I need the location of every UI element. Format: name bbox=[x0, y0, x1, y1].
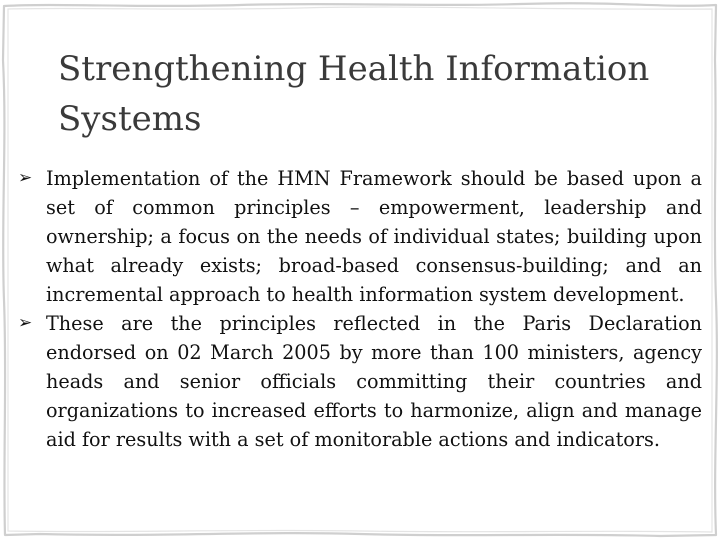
bullet-item bbox=[18, 309, 702, 454]
bullet-text: These are the principles reflected in the Paris Declaration endorsed on 02 March 2005 by more than 100 ministers, agency heads and senior officials committing their countries and organizations to increased efforts to harmonize, align and manage aid for results with a set of monitorable actions and indicators. bbox=[46, 312, 702, 451]
arrow-right-icon: ➢ bbox=[18, 313, 33, 333]
bullet-item bbox=[18, 164, 702, 309]
slide-title: Strengthening Health Information Systems bbox=[58, 49, 650, 139]
bullet-list bbox=[18, 164, 702, 454]
bullet-text: Implementation of the HMN Framework should be based upon a set of common principles – empowerment, leadership and ownership; a focus on the needs of individual states; building upon what already exists; broad-based consensus-building; and an incremental approach to health information system development. bbox=[46, 167, 702, 306]
arrow-right-icon: ➢ bbox=[18, 168, 33, 188]
